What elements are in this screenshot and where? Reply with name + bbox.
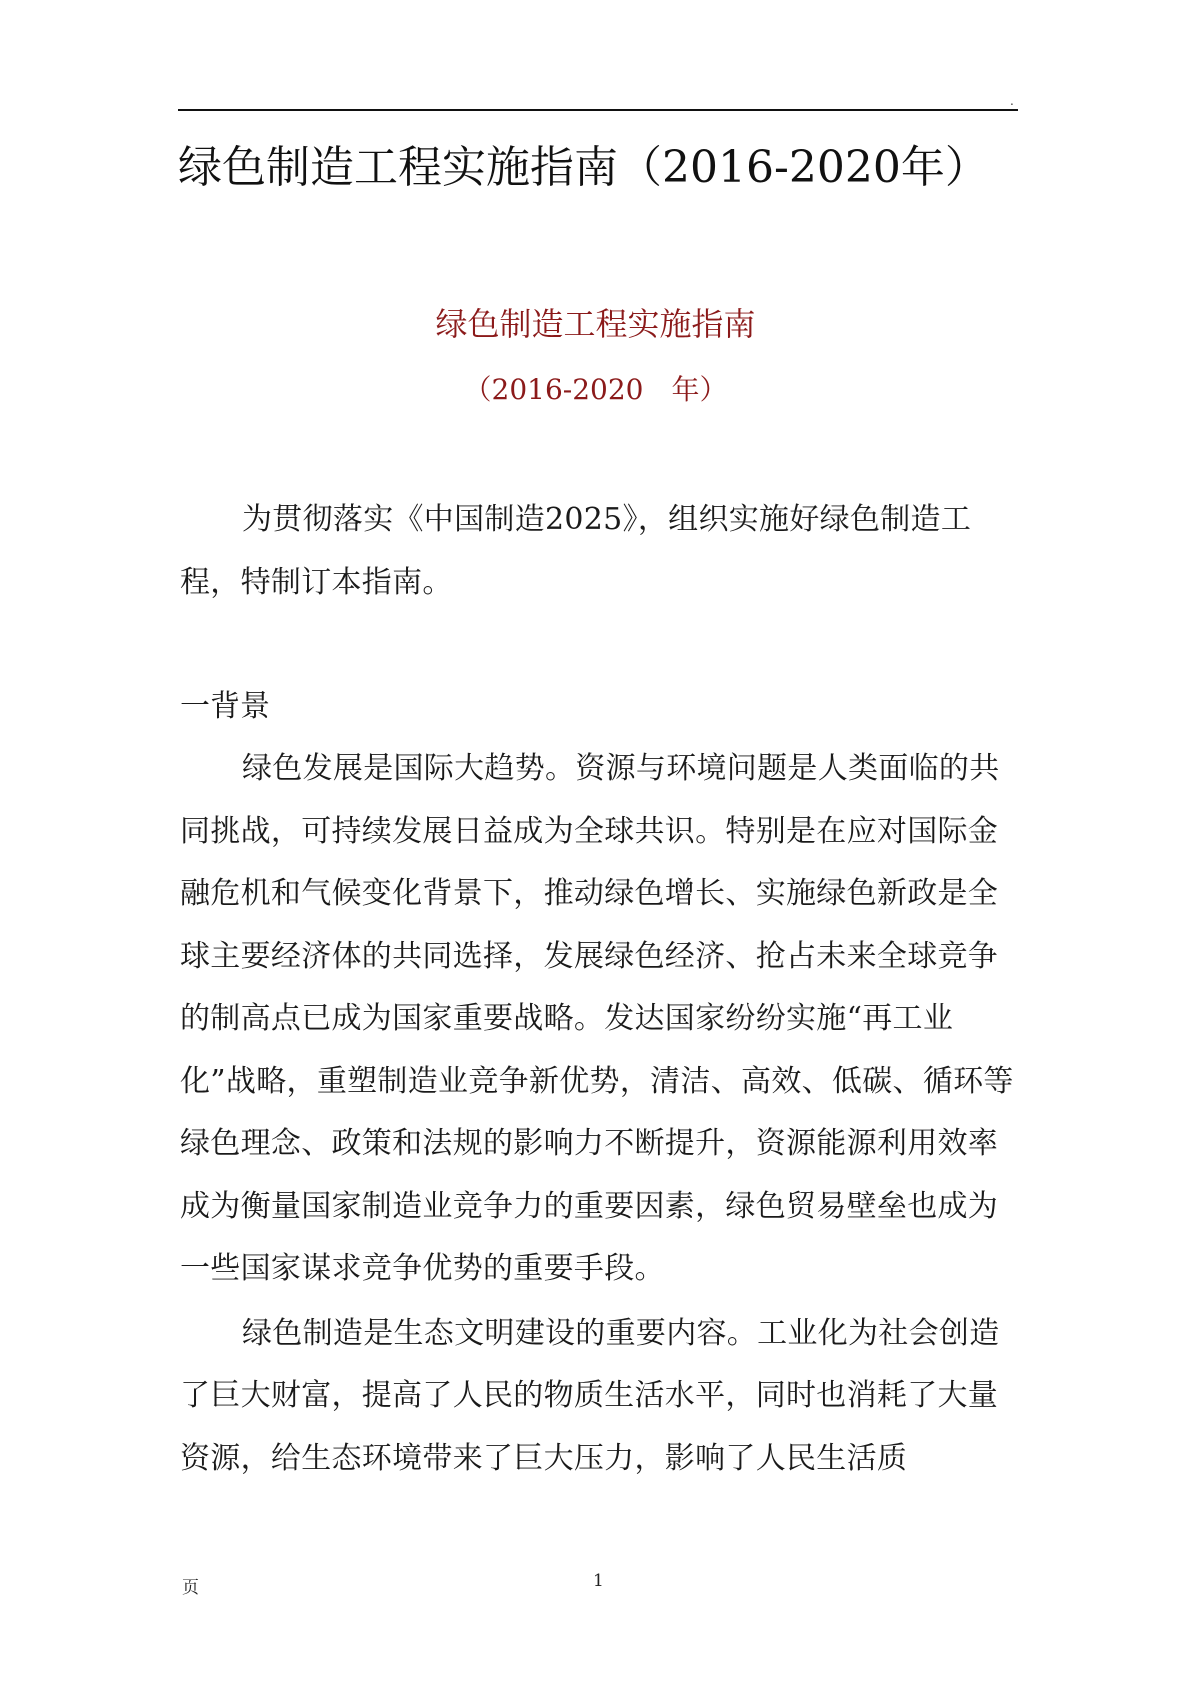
intro-paragraph: 为贯彻落实《中国制造2025》，组织实施好绿色制造工程，特制订本指南。: [180, 502, 972, 600]
subtitle-line-2: （2016-2020 年）: [463, 373, 728, 406]
body-paragraph: 绿色制造是生态文明建设的重要内容。工业化为社会创造了巨大财富，提高了人民的物质生活水平，同时也消耗了大量资源，给生态环境带来了巨大压力，影响了人民生活质: [180, 1315, 1000, 1476]
section-body: [180, 738, 1020, 1490]
intro-block: [180, 489, 1020, 614]
document-title: 绿色制造工程实施指南（2016-2020年）: [178, 142, 989, 193]
header-rule: [178, 109, 1018, 111]
footer-label: 页: [182, 1578, 199, 1598]
header-mark: .: [1010, 94, 1014, 108]
body-paragraph: 绿色发展是国际大趋势。资源与环境问题是人类面临的共同挑战，可持续发展日益成为全球共识。特别是在应对国际金融危机和气候变化背景下，推动绿色增长、实施绿色新政是全球主要经济体的共同选择，发展绿色经济、抢占未来全球竞争的制高点已成为国家重要战略。发达国家纷纷实施“再工业化”战略，重塑制造业竞争新优势，清洁、高效、低碳、循环等绿色理念、政策和法规的影响力不断提升，资源能源利用效率成为衡量国家制造业竞争力的重要因素，绿色贸易壁垒也成为一些国家谋求竞争优势的重要手段。: [180, 751, 1014, 1286]
subtitle-line-1: 绿色制造工程实施指南: [435, 305, 756, 343]
section-heading: 一背景: [180, 689, 270, 724]
page-number: 1: [593, 1571, 604, 1591]
